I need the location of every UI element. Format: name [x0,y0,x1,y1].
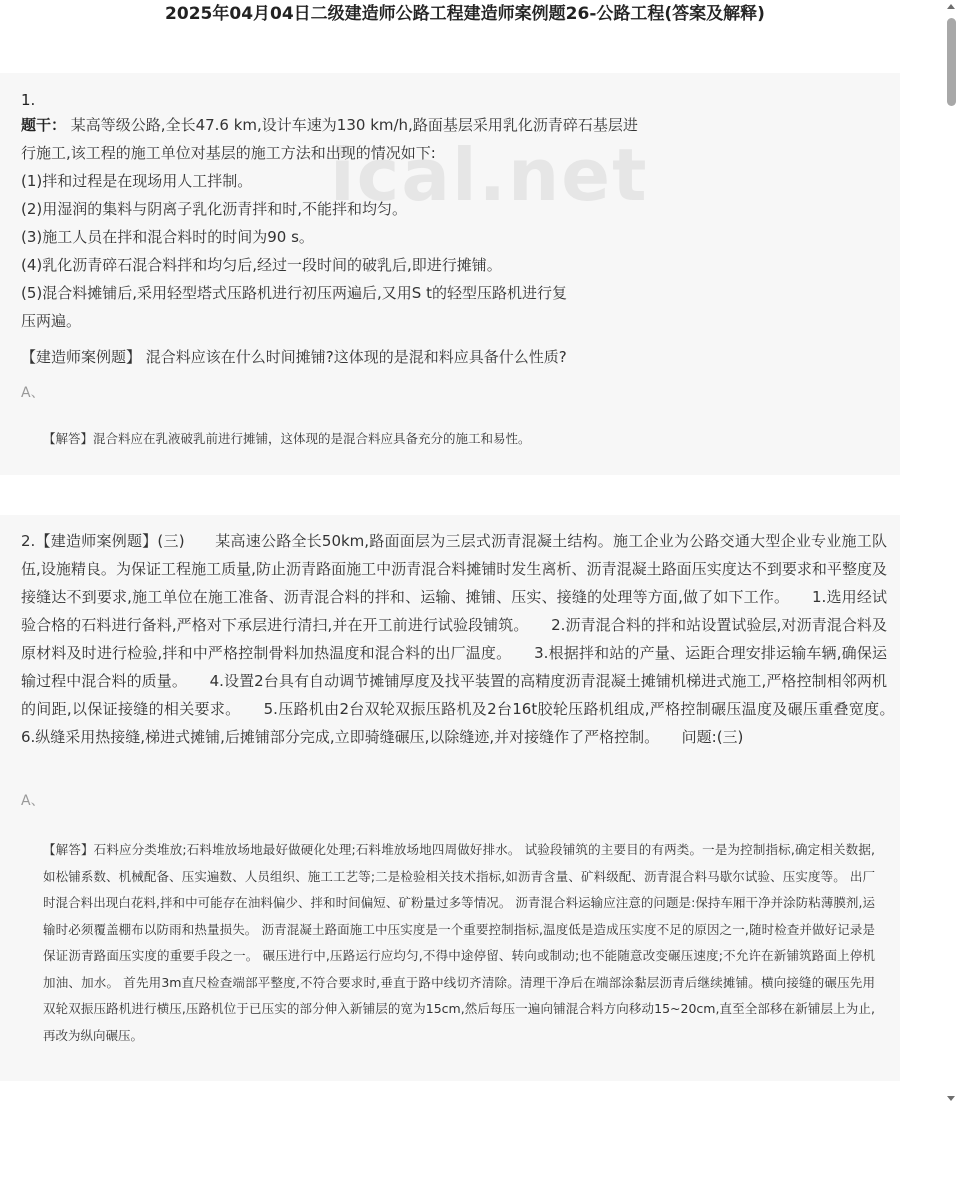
question-2-text: 2.【建造师案例题】(三) 某高速公路全长50km,路面面层为三层式沥青混凝土结构。施工企业为公路交通大型企业专业施工队伍,设施精良。为保证工程施工质量,防止沥青路面施工中沥青混合料摊铺时发生离析、沥青混凝土路面压实度达不到要求和平整度及接缝达不到要求,施工单位在施工准备、沥青混合料的拌和、运输、摊铺、压实、接缝的处理等方面,做了如下工作。 1.选用经试验合格的石料进行备料,严格对下承层进行清扫,并在开工前进行试验段铺筑。 2.沥青混合料的拌和站设置试验层,对沥青混合料及原材料及时进行检验,拌和中严格控制骨料加热温度和混合料的出厂温度。 3.根据拌和站的产量、运距合理安排运输车辆,确保运输过程中混合料的质量。 4.设置2台具有自动调节摊铺厚度及找平装置的高精度沥青混凝土摊铺机梯进式施工,严格控制相邻两机的间距,以保证接缝的相关要求。 5.压路机由2台双轮双振压路机及2台16t胶轮压路机组成,严格控制碾压温度及碾压重叠宽度。 6.纵缝采用热接缝,梯进式摊铺,后摊铺部分完成,立即骑缝碾压,以除缝迹,并对接缝作了严格控制。 问题:(三) [21,532,918,746]
stem-line: 压两遍。 [21,312,82,330]
stem-line [21,111,671,139]
question-1-option-a[interactable]: A、 [21,385,45,401]
question-1-number: 1. [21,91,36,109]
page-title: 2025年04月04日二级建造师公路工程建造师案例题26-公路工程(答案及解释) [165,4,765,24]
scroll-down-arrow-icon[interactable] [947,1096,955,1101]
question-1-stem [21,111,671,335]
stem-line: 行施工,该工程的施工单位对基层的施工方法和出现的情况如下: [21,144,436,162]
stem-label: 题干： [21,116,67,134]
stem-line: (4)乳化沥青碎石混合料拌和均匀后,经过一段时间的破乳后,即进行摊铺。 [21,256,502,274]
stem-line: (5)混合料摊铺后,采用轻型塔式压路机进行初压两遍后,又用S t的轻型压路机进行复 [21,284,567,302]
question-2-option-a[interactable]: A、 [21,793,45,809]
scrollbar-thumb[interactable] [947,18,956,106]
stem-line: (3)施工人员在拌和混合料时的时间为90 s。 [21,228,314,246]
scroll-up-arrow-icon[interactable] [947,4,955,9]
watermark: ical.net [330,133,649,217]
stem-line: (2)用湿润的集料与阴离子乳化沥青拌和时,不能拌和均匀。 [21,200,408,218]
question-1-text: 【建造师案例题】 混合料应该在什么时间摊铺?这体现的是混和料应具备什么性质? [21,348,567,366]
vertical-scrollbar[interactable] [943,0,960,1105]
stem-line-text: 某高等级公路,全长47.6 km,设计车速为130 km/h,路面基层采用乳化沥青碎石基层进 [70,116,638,134]
stem-line: (1)拌和过程是在现场用人工拌制。 [21,172,253,190]
question-1-answer: 【解答】混合料应在乳液破乳前进行摊铺，这体现的是混合料应具备充分的施工和易性。 [43,431,531,446]
question-2-answer: 【解答】石料应分类堆放;石料堆放场地最好做硬化处理;石料堆放场地四周做好排水。 试验段铺筑的主要目的有两类。一是为控制指标,确定相关数据,如松铺系数、机械配备、压实遍数、人员组织、施工工艺等;二是检验相关技术指标,如沥青含量、矿料级配、沥青混合料马歇尔试验、压实度等。 出厂时混合料出现白花料,拌和中可能存在油料偏少、拌和时间偏短、矿粉量过多等情况。 沥青混合料运输应注意的问题是:保持车厢干净并涂防粘薄膜剂,运输时必须覆盖棚布以防雨和热量损失。 沥青混凝土路面施工中压实度是一个重要控制指标,温度低是造成压实度不足的原因之一,随时检查并做好记录是保证沥青路面压实度的重要手段之一。 碾压进行中,压路运行应均匀,不得中途停留、转向或制动;也不能随意改变碾压速度;不允许在新铺筑路面上停机加油、加水。 首先用3m直尺检查端部平整度,不符合要求时,垂直于路中线切齐清除。清理干净后在端部涂黏层沥青后继续摊铺。横向接缝的碾压先用双轮双振压路机进行横压,压路机位于已压实的部分伸入新铺层的宽为15cm,然后每压一遍向铺混合料方向移动15~20cm,直至全部移在新铺层上为止,再改为纵向碾压。 [43,842,875,1043]
